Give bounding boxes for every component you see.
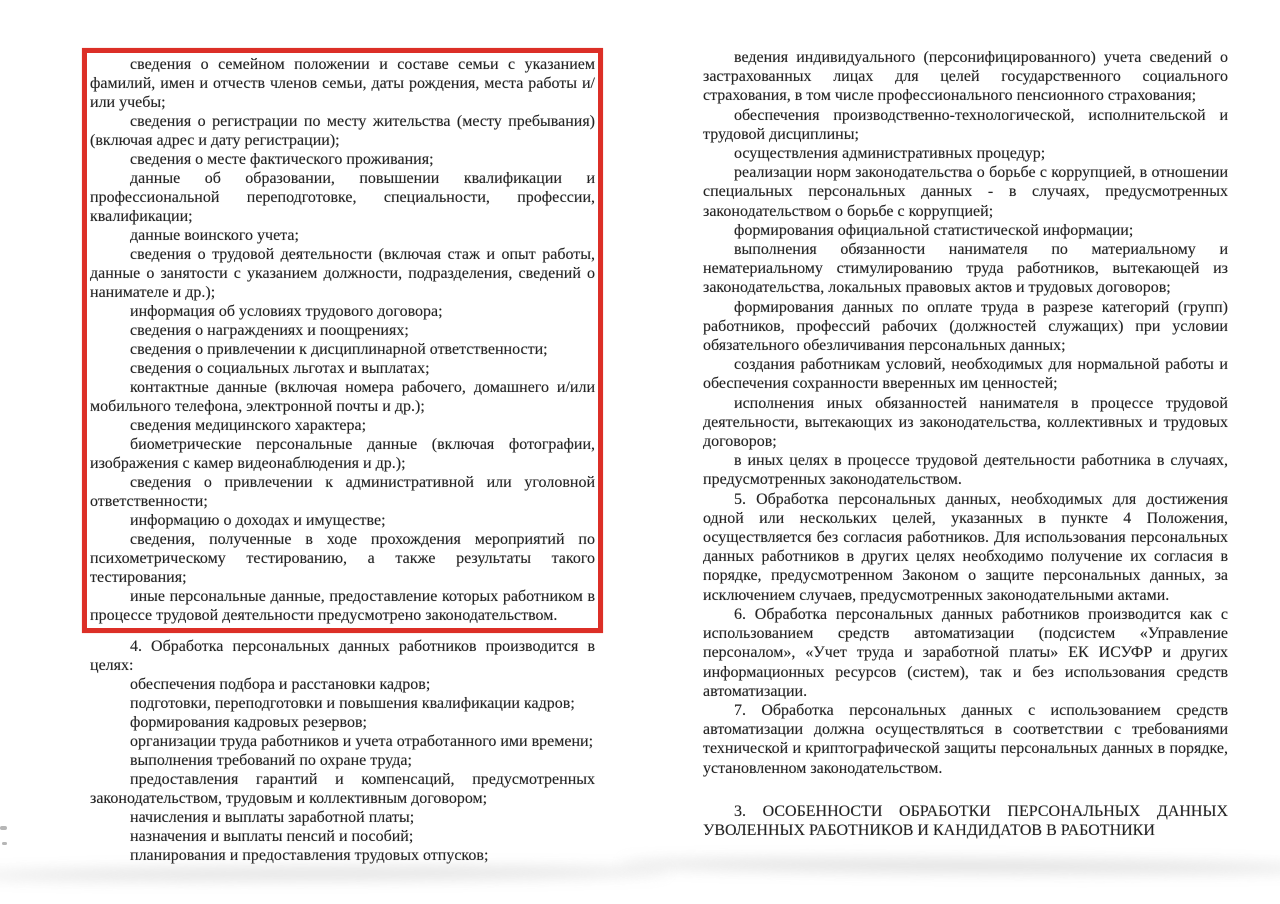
paragraph: сведения медицинского характера; <box>130 417 367 434</box>
left-page-column <box>82 48 603 865</box>
scan-shadow-left <box>0 866 670 881</box>
scan-speck <box>2 842 7 845</box>
paragraph: информацию о доходах и имуществе; <box>130 512 386 529</box>
paragraph: назначения и выплаты пенсий и пособий; <box>130 828 414 845</box>
highlight-box <box>82 48 603 633</box>
paragraph: ведения индивидуального (персонифицированного) учета сведений о застрахованных лицах для целей государственного социального страхования, в том числе профессионального пенсионного страхования; <box>703 49 1228 105</box>
paragraph: реализации норм законодательства о борьбе с коррупцией, в отношении специальных персональных данных - в случаях, предусмотренных законодательством о борьбе с коррупцией; <box>703 164 1228 220</box>
paragraph: сведения о трудовой деятельности (включая стаж и опыт работы, данные о занятости с указанием должности, подразделения, сведений о нанимателе и др.); <box>90 246 595 301</box>
paragraph: формирования официальной статистической информации; <box>734 221 1134 239</box>
paragraph: подготовки, переподготовки и повышения квалификации кадров; <box>130 695 575 712</box>
paragraph: сведения, полученные в ходе прохождения мероприятий по психометрическому тестированию, а также результаты такого тестирования; <box>90 531 595 586</box>
paragraph: выполнения требований по охране труда; <box>130 752 412 769</box>
scan-speck <box>0 826 7 830</box>
paragraph: 7. Обработка персональных данных с использованием средств автоматизации должна осуществляться в соответствии с требованиями технической и криптографической защиты персональных данных в порядке, установленном законодательством. <box>703 701 1228 777</box>
paragraph: сведения о награждениях и поощрениях; <box>130 322 409 339</box>
paragraph: 5. Обработка персональных данных, необходимых для достижения одной или нескольких целей, указанных в пункте 4 Положения, осуществляется без согласия работников. Для использования персональных данных работников в других целях необходимо получение их согласия в порядке, предусмотренном Законом о защите персональных данных, за исключением случаев, предусмотренных законодательными актами. <box>703 490 1228 604</box>
paragraph: 6. Обработка персональных данных работников производится как с использованием средств автоматизации (подсистем «Управление персоналом», «Учет труда и заработной платы» ЕК ИСУФР и других информационных ресурсов (систем), так и без использования средств автоматизации. <box>703 605 1228 700</box>
paragraph: формирования данных по оплате труда в разрезе категорий (групп) работников, профессий рабочих (должностей служащих) при условии обязательного обезличивания персональных данных; <box>703 298 1228 355</box>
paragraph: биометрические персональные данные (включая фотографии, изображения с камер видеонаблюдения и др.); <box>90 436 595 472</box>
scan-shadow-right <box>620 858 1280 875</box>
section-heading: 3. ОСОБЕННОСТИ ОБРАБОТКИ ПЕРСОНАЛЬНЫХ ДАННЫХ УВОЛЕННЫХ РАБОТНИКОВ И КАНДИДАТОВ В РАБОТНИКИ <box>703 802 1228 839</box>
paragraph: сведения о месте фактического проживания; <box>130 151 434 168</box>
paragraph: 4. Обработка персональных данных работников производится в целях: <box>90 638 595 674</box>
paragraph: данные воинского учета; <box>130 227 299 244</box>
paragraph: создания работникам условий, необходимых для нормальной работы и обеспечения сохранности вверенных им ценностей; <box>703 356 1228 393</box>
paragraph: сведения о регистрации по месту жительства (месту пребывания) (включая адрес и дату регистрации); <box>90 113 595 149</box>
paragraph: выполнения обязанности нанимателя по материальному и нематериальному стимулированию труда работников, вытекающей из законодательства, локальных правовых актов и трудовых договоров; <box>703 241 1228 297</box>
paragraph: начисления и выплаты заработной платы; <box>130 809 415 826</box>
paragraph: данные об образовании, повышении квалификации и профессиональной переподготовке, специальности, профессии, квалификации; <box>90 170 595 225</box>
paragraph: контактные данные (включая номера рабочего, домашнего и/или мобильного телефона, электронной почты и др.); <box>90 379 595 415</box>
paragraph: исполнения иных обязанностей нанимателя в процессе трудовой деятельности, вытекающих из законодательства, коллективных и трудовых договоров; <box>703 394 1228 451</box>
paragraph: обеспечения производственно-технологической, исполнительской и трудовой дисциплины; <box>703 106 1228 143</box>
right-page-body <box>703 48 1228 778</box>
paragraph: сведения о привлечении к административной или уголовной ответственности; <box>90 474 595 510</box>
paragraph: информация об условиях трудового договора; <box>130 303 443 320</box>
paragraph: обеспечения подбора и расстановки кадров; <box>130 676 431 693</box>
paragraph: осуществления административных процедур; <box>734 145 1046 163</box>
paragraph: иные персональные данные, предоставление которых работником в процессе трудовой деятельности предусмотрено законодательством. <box>90 588 595 624</box>
paragraph: сведения о социальных льготах и выплатах; <box>130 360 430 377</box>
paragraph: формирования кадровых резервов; <box>130 714 367 731</box>
paragraph: планирования и предоставления трудовых отпусков; <box>130 847 489 864</box>
right-page-column <box>703 48 1228 840</box>
paragraph: сведения о привлечении к дисциплинарной ответственности; <box>130 341 548 358</box>
paragraph: сведения о семейном положении и составе семьи с указанием фамилий, имен и отчеств членов семьи, даты рождения, места работы и/или учебы; <box>90 56 595 111</box>
paragraph: в иных целях в процессе трудовой деятельности работника в случаях, предусмотренных законодательством. <box>703 452 1228 489</box>
paragraph: организации труда работников и учета отработанного ими времени; <box>130 733 594 750</box>
paragraph: предоставления гарантий и компенсаций, предусмотренных законодательством, трудовым и коллективным договором; <box>90 771 595 807</box>
left-page-body <box>82 633 603 865</box>
